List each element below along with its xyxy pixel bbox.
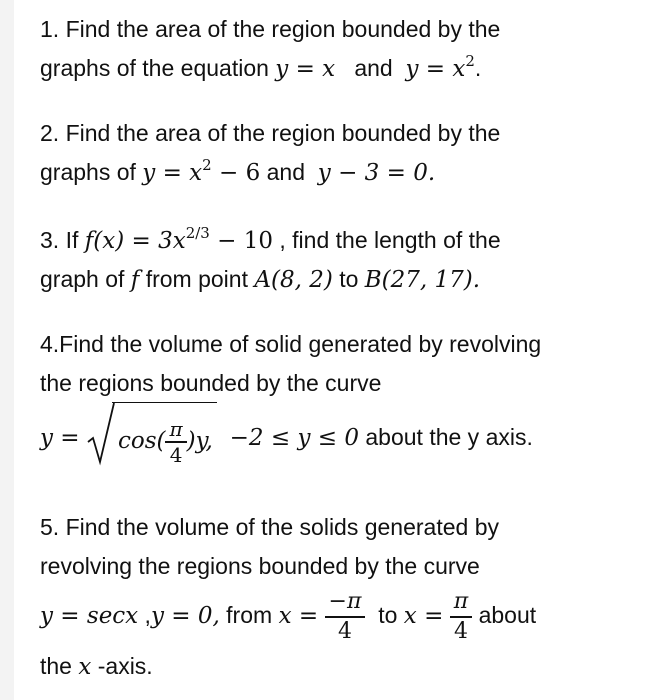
problem-3-text-2: graph of: [40, 266, 125, 292]
radical-sign-icon: [86, 402, 116, 466]
problem-5-text: 5. Find the volume of the solids generated by: [40, 514, 500, 540]
cos-close: )y,: [186, 428, 213, 454]
problem-1-line-2: [40, 54, 481, 83]
fraction-bar: [450, 616, 472, 618]
point-a: A(8, 2): [254, 267, 333, 293]
equation-parabola: y = x: [142, 160, 203, 186]
problem-2-text: 2. Find the area of the region bounded by the: [40, 120, 501, 146]
point-b: B(27, 17).: [364, 267, 481, 293]
numerator: π: [169, 417, 183, 442]
equation-y-equals-x: y = x: [275, 56, 336, 82]
problem-3-text: , find the length of the: [279, 227, 501, 253]
problem-1-text-2: graphs of the equation: [40, 55, 269, 81]
problem-4-line-2: [40, 369, 381, 397]
problem-4-text-2: the regions bounded by the curve: [40, 370, 382, 396]
denominator: 4: [453, 618, 468, 644]
exponent: 2: [202, 156, 212, 174]
problem-5-line-3: [40, 582, 536, 649]
pi-over-four: [450, 590, 472, 644]
problem-3-line-2: [40, 265, 480, 294]
function-name: f: [130, 267, 140, 293]
x-equals-upper: x =: [403, 603, 444, 629]
problem-5-line-1: [40, 513, 499, 541]
numerator: −π: [328, 589, 362, 615]
from-word: from: [226, 602, 273, 628]
period: .: [474, 55, 482, 81]
the-word: the: [40, 653, 72, 679]
problem-5-line-2: [40, 552, 480, 580]
equation-y-zero: y = 0,: [150, 603, 220, 629]
equation-constant: − 6: [211, 160, 261, 186]
and-word: and: [354, 55, 393, 81]
about-axis-text: about the y axis.: [365, 424, 533, 451]
cos-function: cos(: [117, 428, 166, 454]
neg-pi-over-four: [325, 590, 366, 644]
problem-4-line-3: [40, 402, 533, 476]
comma: ,: [144, 602, 151, 628]
problem-3-line-1: [40, 226, 501, 255]
axis-word: -axis.: [97, 653, 153, 679]
exponent: 2: [465, 52, 475, 70]
problem-3-text-3: from point: [145, 266, 248, 292]
y-equals: y =: [40, 425, 80, 452]
denominator: 4: [169, 442, 183, 467]
equation-sec: y = secx: [40, 603, 139, 629]
problem-4-line-1: [40, 330, 541, 358]
y-range: −2 ≤ y ≤ 0: [229, 425, 359, 452]
function-constant: − 10: [209, 228, 273, 254]
to-word: to: [378, 602, 398, 628]
problem-3-prefix: 3. If: [40, 227, 79, 253]
problem-1-text: 1. Find the area of the region bounded by the: [40, 16, 501, 42]
to-word: to: [339, 266, 359, 292]
x-equals-lower: x =: [278, 603, 319, 629]
problem-2-text-2: graphs of: [40, 159, 136, 185]
problem-2-line-2: [40, 158, 435, 187]
problem-2-line-1: [40, 119, 500, 147]
fraction-bar: [325, 616, 366, 618]
problem-4-text: 4.Find the volume of solid generated by revolving: [40, 331, 542, 357]
square-root: [86, 402, 217, 476]
and-word: and: [266, 159, 305, 185]
radicand: [112, 402, 217, 476]
about-word: about: [478, 602, 537, 628]
problem-sheet: [14, 0, 648, 700]
problem-5-text-2: revolving the regions bounded by the curve: [40, 553, 480, 579]
numerator: π: [453, 589, 469, 615]
function-definition: f(x) = 3x: [84, 228, 186, 254]
equation-line: y − 3 = 0.: [317, 160, 436, 186]
denominator: 4: [337, 618, 352, 644]
equation-y-equals-x-squared: y = x: [405, 56, 466, 82]
x-variable: x: [78, 654, 92, 680]
exponent: 2/3: [185, 224, 210, 242]
pi-over-four: [165, 419, 186, 465]
problem-5-line-4: [40, 652, 153, 681]
problem-1-line-1: [40, 15, 500, 43]
